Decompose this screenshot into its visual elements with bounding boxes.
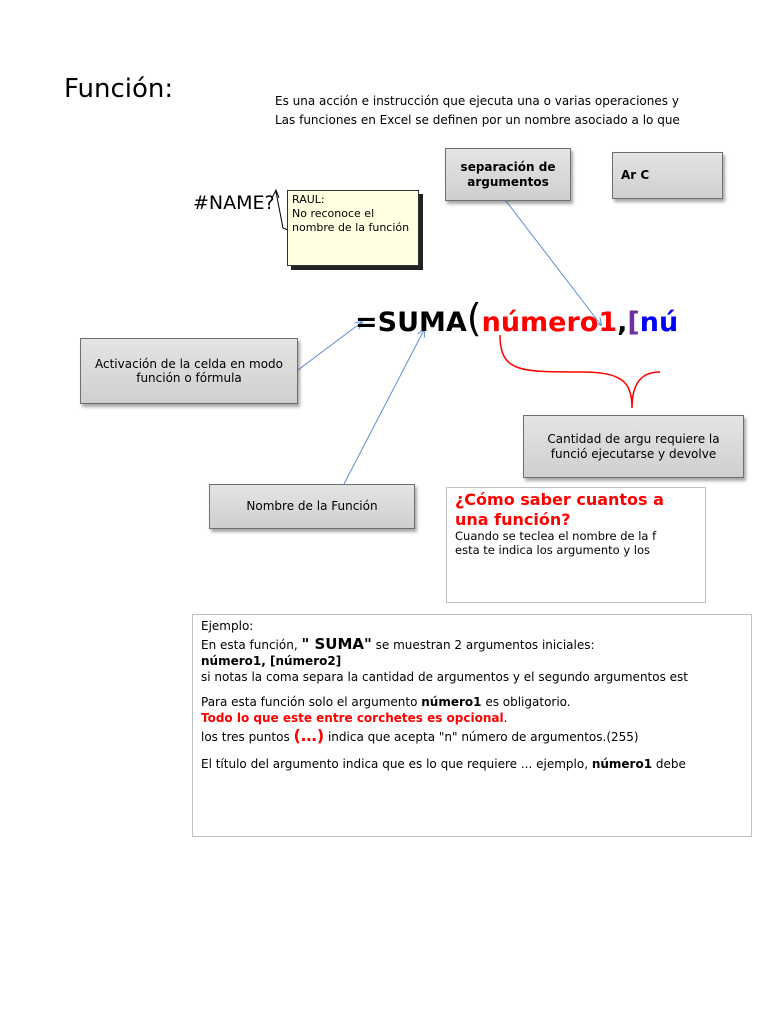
- example-line-4: [201, 695, 743, 711]
- formula-paren: (: [466, 296, 482, 340]
- arrow-activacion: [298, 322, 362, 370]
- callout-nombre: Nombre de la Función: [209, 484, 415, 529]
- howto-text-1: Cuando se teclea el nombre de la f: [455, 529, 657, 543]
- example-line-5: [201, 711, 743, 727]
- example-line-6: [201, 726, 743, 747]
- example-text: indica que acepta "n" número de argumentos.(255): [324, 730, 639, 745]
- comment-author: RAUL:: [292, 193, 325, 206]
- example-line-1: [201, 635, 743, 655]
- comment-text: No reconoce el nombre de la función: [292, 206, 410, 234]
- howto-box: [446, 487, 706, 603]
- spacer: [201, 685, 743, 695]
- callout-separacion: separación de argumentos: [445, 148, 571, 201]
- formula-arg2: nú: [639, 307, 679, 338]
- formula-suma: =SUMA: [355, 307, 467, 338]
- formula-comma: ,: [617, 307, 628, 338]
- howto-question-2: una función?: [455, 510, 571, 529]
- red-brace: [500, 335, 660, 408]
- example-arg: número1: [591, 757, 653, 772]
- intro-line-2: Las funciones en Excel se definen por un nombre asociado a lo que: [275, 113, 680, 127]
- example-text: .: [503, 710, 508, 725]
- example-text: El título del argumento indica que es lo que requiere ... ejemplo,: [201, 757, 592, 772]
- example-line-3: si notas la coma separa la cantidad de argumentos y el segundo argumentos est: [201, 669, 688, 684]
- arrow-nombre: [344, 330, 424, 484]
- formula-syntax: [355, 296, 678, 340]
- example-text: En esta función,: [201, 637, 302, 652]
- formula-bracket: [: [627, 307, 640, 338]
- example-box: [192, 614, 752, 837]
- name-error-cell: #NAME?: [193, 192, 275, 214]
- example-ellipsis: (…): [293, 726, 325, 746]
- example-text: Para esta función solo el argumento: [201, 695, 422, 710]
- callout-activacion: Activación de la celda en modo función o fórmula: [80, 338, 298, 404]
- example-text: se muestran 2 argumentos iniciales:: [371, 637, 595, 652]
- formula-arg1: número1: [481, 307, 618, 338]
- example-optional: Todo lo que este entre corchetes es opcional: [201, 710, 504, 725]
- intro-line-1: Es una acción e instrucción que ejecuta una o varias operaciones y: [275, 94, 679, 108]
- cell-comment: [287, 190, 419, 266]
- example-suma: " SUMA": [301, 634, 372, 653]
- example-text: los tres puntos: [201, 730, 294, 745]
- callout-cantidad: Cantidad de argu requiere la funció ejecutarse y devolve: [523, 415, 744, 478]
- callout-argumentos: Ar C: [612, 152, 723, 199]
- example-text: debe: [652, 757, 686, 772]
- example-line-2: número1, [número2]: [201, 654, 342, 669]
- example-line-7: [201, 757, 743, 773]
- howto-question-1: ¿Cómo saber cuantos a: [455, 490, 664, 509]
- spacer: [201, 747, 743, 757]
- howto-text-2: esta te indica los argumento y los: [455, 542, 651, 557]
- example-label: Ejemplo:: [201, 619, 254, 633]
- page-title: Función:: [64, 74, 174, 104]
- example-text: es obligatorio.: [481, 695, 571, 710]
- example-arg: número1: [421, 695, 482, 710]
